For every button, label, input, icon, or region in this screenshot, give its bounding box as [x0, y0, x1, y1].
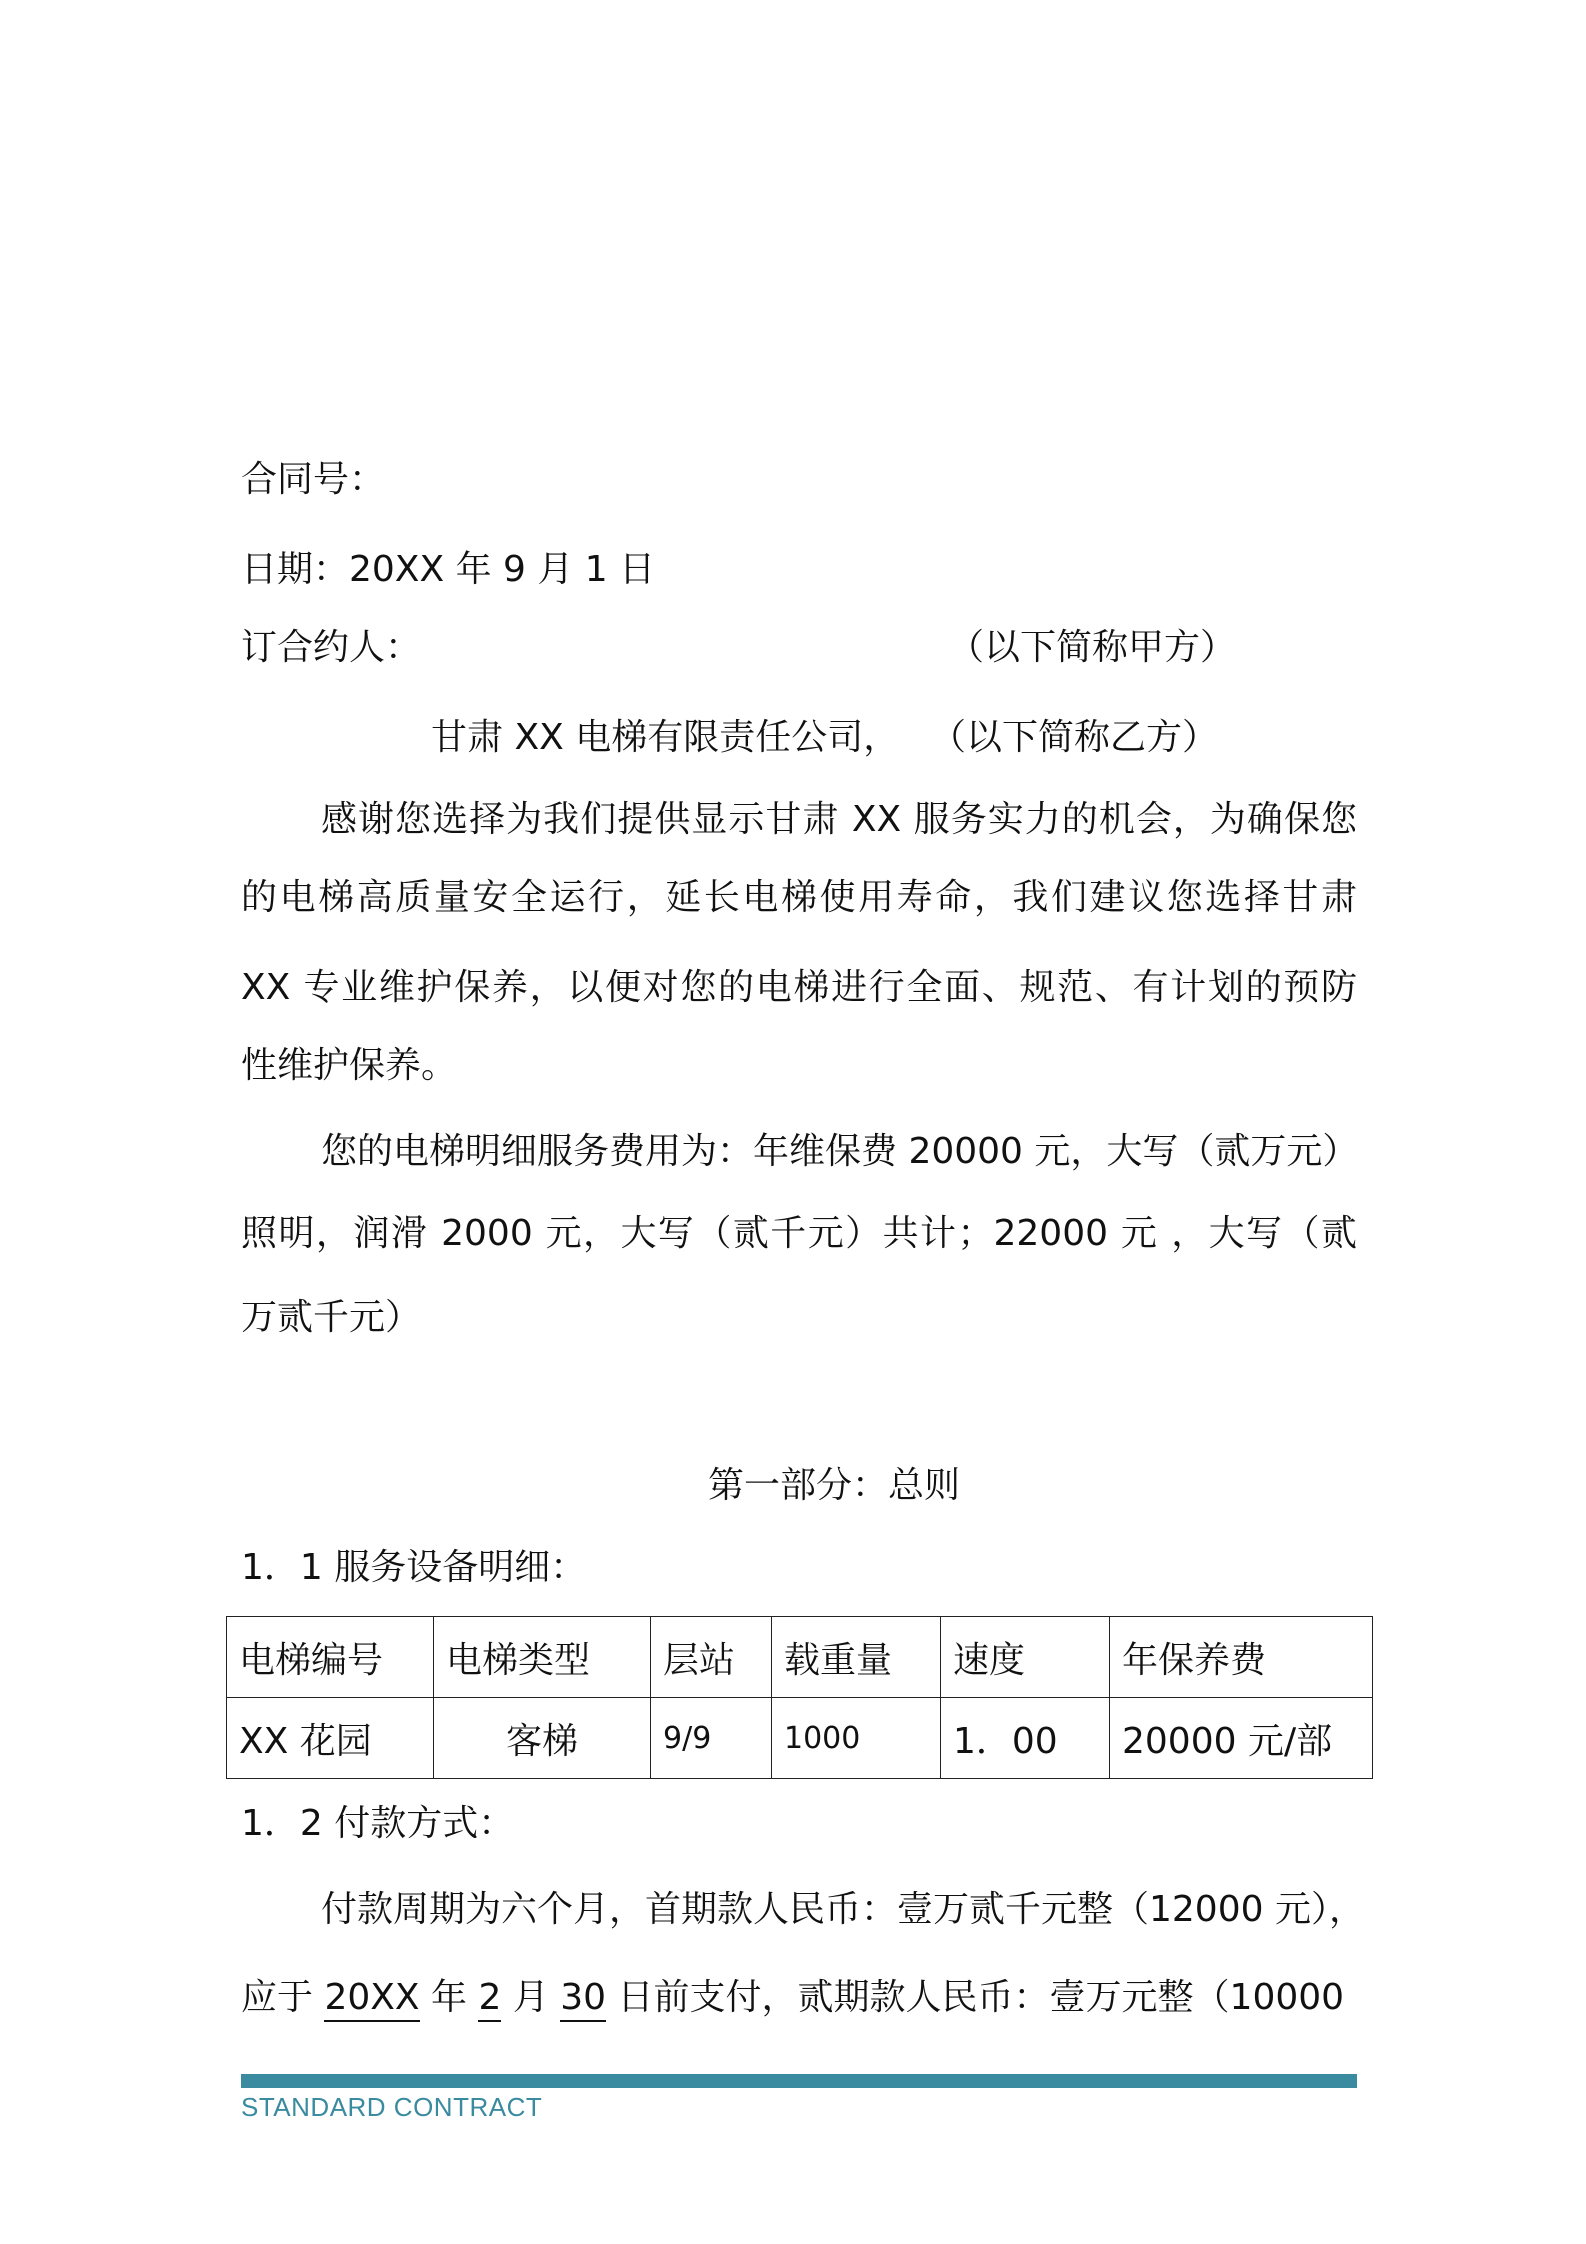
intro-line: XX 专业维护保养，以便对您的电梯进行全面、规范、有计划的预防: [241, 967, 1357, 1008]
table-header-cell: 速度: [941, 1617, 1110, 1698]
fees-line: 您的电梯明细服务费用为：年维保费 20000 元，大写（贰万元）: [321, 1131, 1359, 1172]
table-cell: 客梯: [434, 1698, 651, 1779]
intro-line: 性维护保养。: [241, 1045, 458, 1086]
section-title: 第一部分：总则: [708, 1465, 961, 1506]
party-a-note: （以下简称甲方）: [948, 627, 1237, 668]
table-cell: 1000: [772, 1698, 941, 1779]
payment-text: 月: [501, 1977, 561, 2018]
table-header-cell: 年保养费: [1110, 1617, 1373, 1698]
intro-line: 的电梯高质量安全运行，延长电梯使用寿命，我们建议您选择甘肃: [241, 877, 1357, 918]
table-cell: 1．00: [941, 1698, 1110, 1779]
contract-number-line: 合同号：: [241, 459, 386, 500]
table-cell: XX 花园: [227, 1698, 434, 1779]
table-header-row: [227, 1617, 1373, 1698]
payment-line: 付款周期为六个月，首期款人民币：壹万贰千元整（12000 元），: [321, 1889, 1365, 1930]
table-header-cell: 载重量: [772, 1617, 941, 1698]
table-cell: 20000 元/部: [1110, 1698, 1373, 1779]
payment-line: [241, 1976, 1344, 2022]
payment-text: 应于: [241, 1977, 325, 2018]
subsection-equipment: 1．1 服务设备明细：: [241, 1547, 587, 1588]
payment-year-field: 20XX: [324, 1976, 419, 2022]
payment-month-field: 2: [478, 1976, 501, 2022]
table-header-cell: 电梯类型: [434, 1617, 651, 1698]
table-cell: 9/9: [651, 1698, 772, 1779]
table-header-cell: 层站: [651, 1617, 772, 1698]
intro-line: 感谢您选择为我们提供显示甘肃 XX 服务实力的机会，为确保您: [321, 799, 1357, 840]
party-a-label: 订合约人：: [241, 627, 422, 668]
fees-line: 照明，润滑 2000 元，大写（贰千元）共计；22000 元 ，大写（贰: [241, 1213, 1357, 1254]
fees-line: 万贰千元）: [241, 1297, 422, 1338]
footer-label: STANDARD CONTRACT: [241, 2092, 543, 2122]
equipment-table: [226, 1616, 1373, 1779]
table-row: [227, 1698, 1373, 1779]
subsection-payment: 1．2 付款方式：: [241, 1803, 515, 1844]
party-b-note: （以下简称乙方）: [930, 717, 1219, 758]
payment-text: 年: [419, 1977, 479, 2018]
party-b-name: 甘肃 XX 电梯有限责任公司，: [431, 717, 900, 758]
table-header-cell: 电梯编号: [227, 1617, 434, 1698]
date-line: 日期：20XX 年 9 月 1 日: [241, 549, 656, 590]
footer-accent-bar: [241, 2074, 1357, 2088]
payment-text: 日前支付，贰期款人民币：壹万元整（10000: [606, 1977, 1345, 2018]
payment-day-field: 30: [560, 1976, 606, 2022]
